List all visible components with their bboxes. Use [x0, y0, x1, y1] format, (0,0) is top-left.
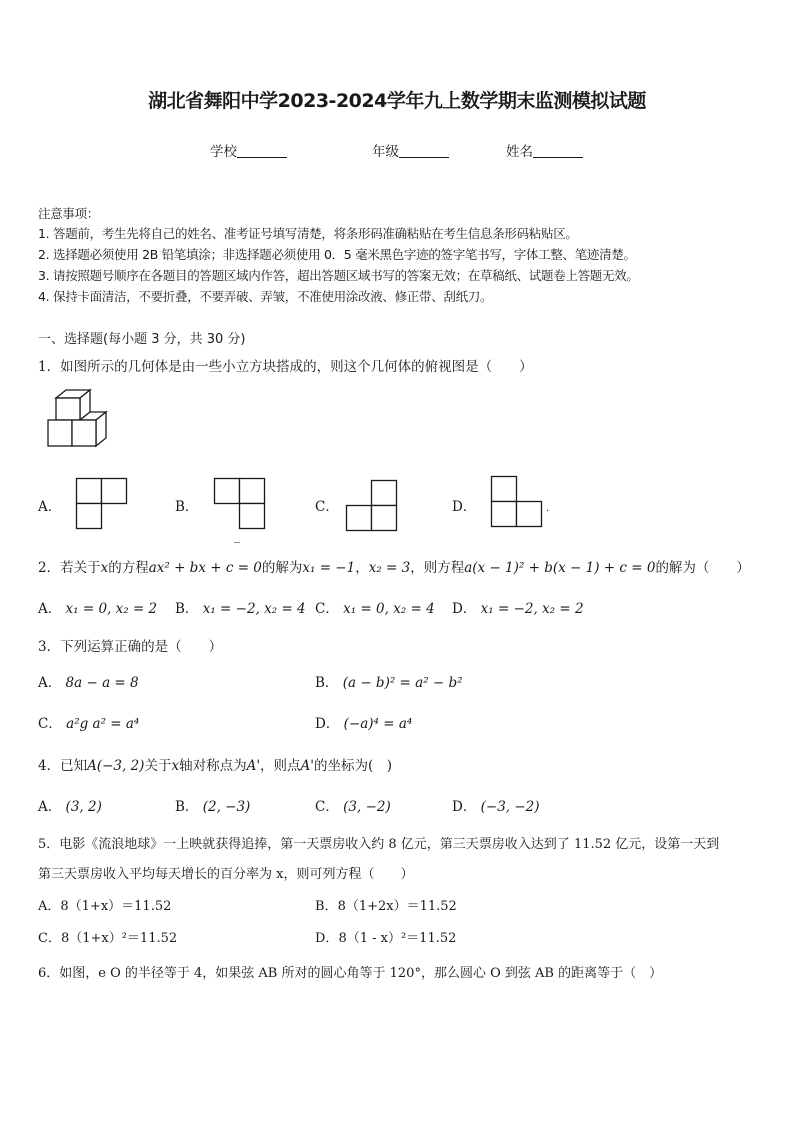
name-blank [533, 143, 583, 158]
q2-part: 的方程 [108, 560, 149, 576]
option-label: A． [38, 899, 61, 914]
q4-part: ，则点 [260, 758, 301, 774]
q2-root-1: x₁ = −1 [302, 560, 356, 576]
q4-var-x: x [171, 758, 180, 774]
q2-part: ，则方程 [410, 560, 465, 576]
option-math: x₁ = −2, x₂ = 2 [480, 601, 584, 617]
notice-item: 4. 保持卡面清洁，不要折叠，不要弄破、弄皱，不准使用涂改液、修正带、刮纸刀。 [38, 289, 493, 304]
option-math: (3, −2) [343, 799, 391, 815]
q3-option-a [38, 671, 139, 691]
q4-part: 关于 [144, 758, 172, 774]
option-label: D． [452, 601, 477, 617]
notice-item: 3. 请按照题号顺序在各题目的答题区域内作答，超出答题区域书写的答案无效；在草稿纸、试题卷上答题无效。 [38, 268, 639, 283]
q4-part: 4．已知 [38, 758, 88, 774]
option-label: A． [38, 799, 62, 815]
q5-option-c [38, 927, 177, 946]
name-label: 姓名 [506, 144, 533, 160]
option-math: (−a)⁴ = a⁴ [343, 716, 413, 732]
name-field [506, 140, 583, 160]
q1-option-b-figure [214, 478, 266, 530]
q4-part: 轴对称点为 [179, 758, 247, 774]
grade-field [372, 140, 449, 160]
solid-figure [46, 388, 110, 450]
q5-option-d [315, 927, 456, 946]
option-label: B． [175, 799, 199, 815]
school-field [210, 140, 287, 160]
q4-option-a [38, 795, 102, 815]
q1-option-a-label: A． [38, 499, 62, 515]
grade-blank [399, 143, 449, 158]
grade-label: 年级 [372, 144, 399, 160]
school-blank [237, 143, 287, 158]
option-label: B． [175, 601, 199, 617]
page-title: 湖北省舞阳中学2023-2024学年九上数学期末监测模拟试题 [148, 90, 646, 112]
q2-part: ， [355, 560, 369, 576]
option-label: C． [315, 601, 339, 617]
option-math: (−3, −2) [480, 799, 540, 815]
option-label: A． [38, 601, 62, 617]
q4-option-c [315, 795, 391, 815]
q1-option-d-figure [491, 476, 543, 528]
question-5-line-1: 5．电影《流浪地球》一上映就获得追捧，第一天票房收入约 8 亿元，第三天票房收入达到了 11.52 亿元，设第一天到 [38, 837, 720, 852]
q1-dash-mark: _ [234, 529, 240, 543]
option-math: 8（1+x）＝11.52 [60, 899, 172, 914]
option-label: B． [315, 675, 339, 691]
q1-option-a-figure [76, 478, 128, 530]
q2-option-b [175, 597, 306, 617]
q1-option-c-figure [346, 480, 398, 532]
school-label: 学校 [210, 144, 237, 160]
option-math: x₁ = 0, x₂ = 2 [65, 601, 158, 617]
section-heading: 一、选择题(每小题 3 分，共 30 分) [38, 332, 246, 347]
q5-option-a [38, 895, 171, 914]
option-label: C． [38, 716, 62, 732]
question-6-text: 6．如图，e O 的半径等于 4，如果弦 AB 所对的圆心角等于 120°，那么圆心 O 到弦 AB 的距离等于（ ） [38, 966, 663, 981]
q4-option-d [452, 795, 540, 815]
option-math: x₁ = 0, x₂ = 4 [343, 601, 435, 617]
q4-point-prime: A' [300, 758, 315, 774]
option-label: D． [315, 716, 340, 732]
option-label: D． [452, 799, 477, 815]
q2-var-x: x [100, 560, 109, 576]
option-label: B． [315, 899, 338, 914]
q4-point-prime: A' [246, 758, 261, 774]
option-math: (3, 2) [65, 799, 102, 815]
option-label: C． [315, 799, 339, 815]
q3-option-c [38, 712, 139, 732]
q2-option-d [452, 597, 584, 617]
q1-option-c-label: C． [315, 499, 339, 515]
q2-part: 的解为 [261, 560, 303, 576]
option-label: C． [38, 931, 61, 946]
notice-item: 2. 选择题必须使用 2B 铅笔填涂；非选择题必须使用 0．5 毫米黑色字迹的签字笔书写，字体工整、笔迹清楚。 [38, 247, 636, 262]
option-label: A． [38, 675, 62, 691]
q2-root-2: x₂ = 3 [368, 560, 411, 576]
option-math: (a − b)² = a² − b² [342, 675, 463, 691]
question-4-text [38, 754, 392, 774]
q4-option-b [175, 795, 250, 815]
option-label: D． [315, 931, 339, 946]
q2-part: 的解为（ ） [655, 560, 750, 576]
question-2-text [38, 556, 750, 576]
option-math: 8（1 - x）²＝11.52 [338, 931, 457, 946]
question-5-line-2: 第三天票房收入平均每天增长的百分率为 x，则可列方程（ ） [38, 867, 414, 882]
q3-option-d [315, 712, 412, 732]
q1-dot-mark: . [546, 503, 550, 514]
question-3-text: 3．下列运算正确的是（ ） [38, 639, 223, 655]
q1-option-b-label: B． [175, 499, 199, 515]
notice-heading: 注意事项： [38, 206, 100, 221]
notice-item: 1. 答题前，考生先将自己的姓名、准考证号填写清楚，将条形码准确粘贴在考生信息条形码粘贴区。 [38, 226, 578, 241]
option-math: 8（1+2x）＝11.52 [337, 899, 457, 914]
q2-option-c [315, 597, 435, 617]
q4-part: 的坐标为( ) [314, 758, 393, 774]
option-math: 8（1+x）²＝11.52 [60, 931, 178, 946]
q2-option-a [38, 597, 157, 617]
option-math: a²g a² = a⁴ [66, 716, 140, 732]
q3-option-b [315, 671, 463, 691]
q2-part: 2．若关于 [38, 560, 101, 576]
option-math: (2, −3) [202, 799, 251, 815]
option-math: x₁ = −2, x₂ = 4 [202, 601, 306, 617]
q5-option-b [315, 895, 457, 914]
option-math: 8a − a = 8 [65, 675, 139, 691]
q1-option-d-label: D． [452, 499, 477, 515]
q2-equation-2: a(x − 1)² + b(x − 1) + c = 0 [464, 560, 656, 576]
q4-point: A(−3, 2) [87, 758, 145, 774]
q2-equation-1: ax² + bx + c = 0 [148, 560, 262, 576]
question-1-text: 1．如图所示的几何体是由一些小立方块搭成的，则这个几何体的俯视图是（ ） [38, 359, 533, 375]
